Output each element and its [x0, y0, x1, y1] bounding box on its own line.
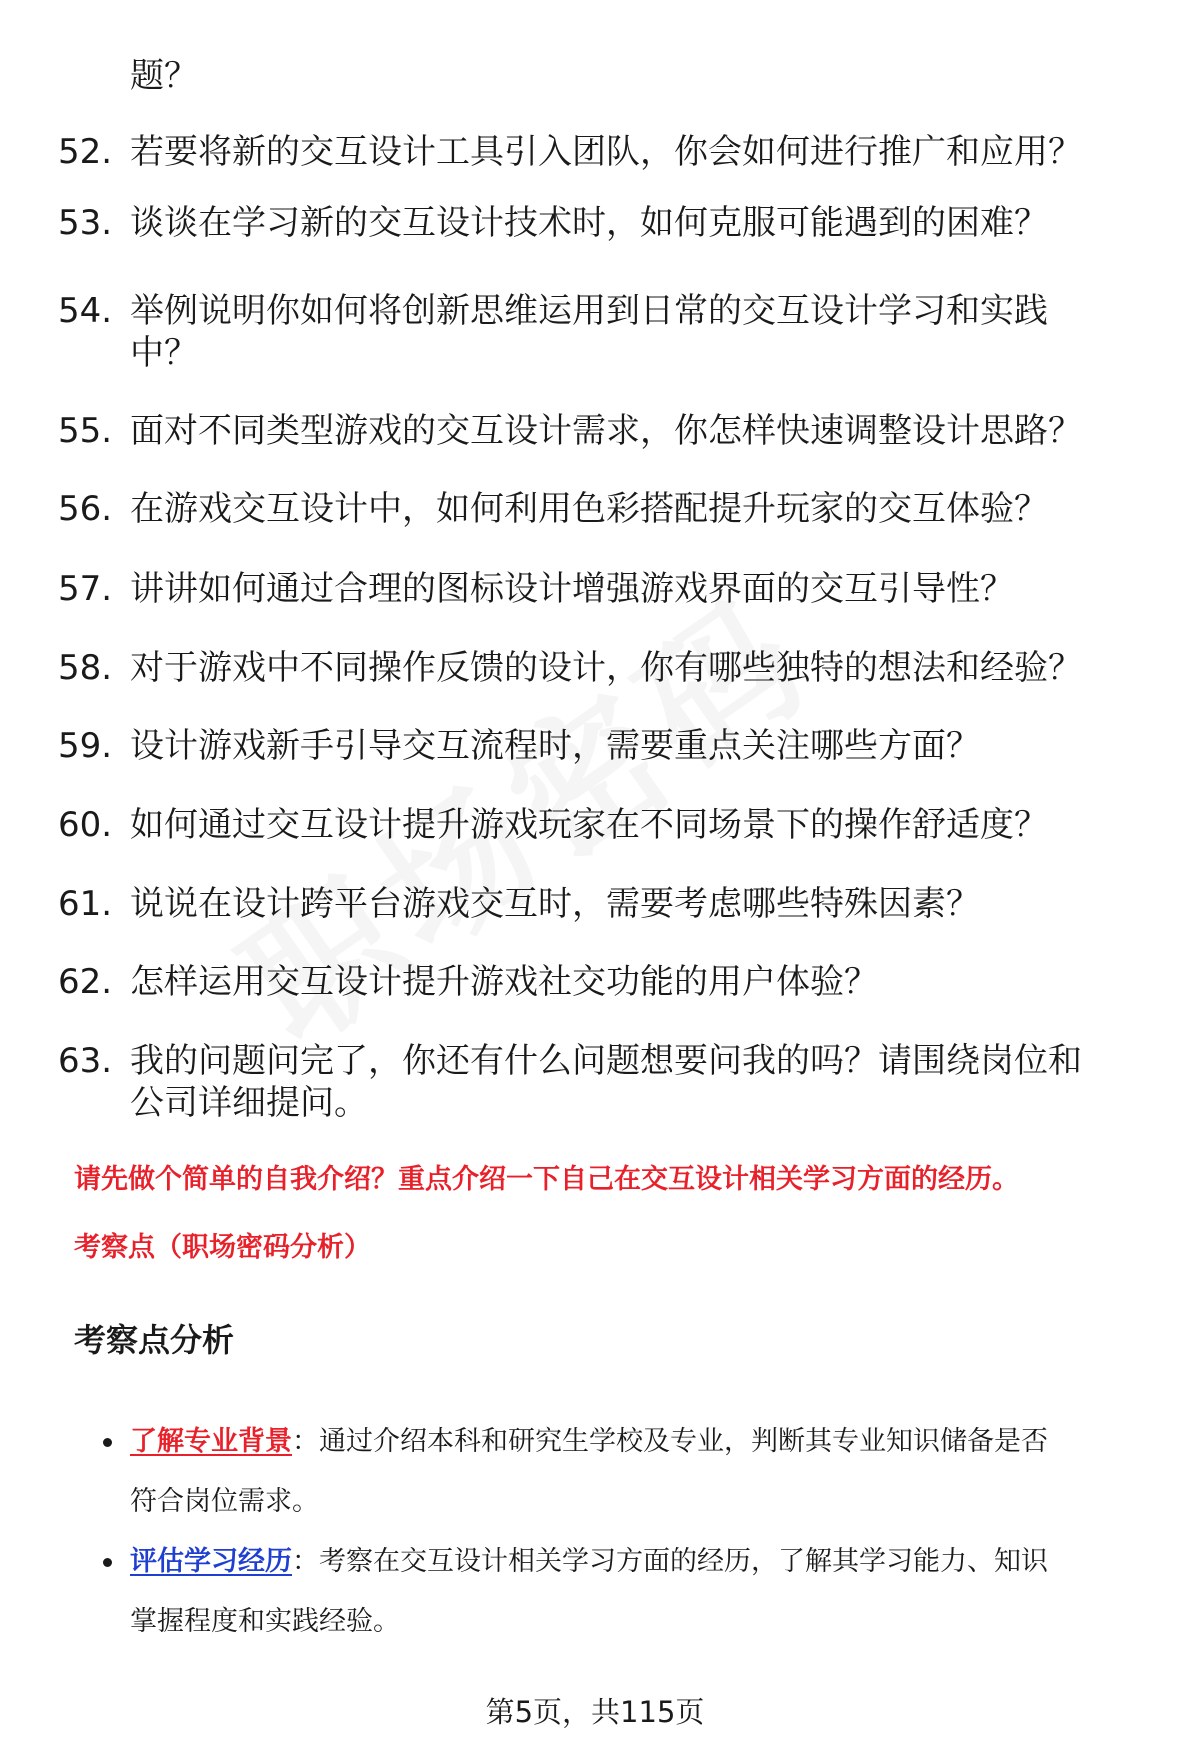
bullet-item [130, 1542, 1048, 1582]
bullet-dot-icon [103, 1558, 112, 1567]
question-number: 59. [58, 726, 113, 766]
bullet-item [130, 1422, 1048, 1462]
question-number: 60. [58, 805, 113, 845]
bullet-text: ：考察在交互设计相关学习方面的经历，了解其学习能力、知识 [292, 1546, 1048, 1577]
question-text: 我的问题问完了，你还有什么问题想要问我的吗？请围绕岗位和 [130, 1041, 1082, 1081]
question-text-continued: 公司详细提问。 [130, 1083, 368, 1123]
question-text: 说说在设计跨平台游戏交互时，需要考虑哪些特殊因素？ [130, 884, 980, 924]
question-number: 62. [58, 962, 113, 1002]
question-text: 讲讲如何通过合理的图标设计增强游戏界面的交互引导性？ [130, 569, 1014, 609]
bullet-text-continued: 掌握程度和实践经验。 [130, 1606, 400, 1637]
question-number: 57. [58, 569, 113, 609]
interview-question-heading: 请先做个简单的自我介绍？重点介绍一下自己在交互设计相关学习方面的经历。 [74, 1164, 1019, 1195]
question-number: 52. [58, 132, 113, 172]
question-text: 面对不同类型游戏的交互设计需求，你怎样快速调整设计思路？ [130, 411, 1082, 451]
question-text: 怎样运用交互设计提升游戏社交功能的用户体验？ [130, 962, 878, 1002]
question-text: 如何通过交互设计提升游戏玩家在不同场景下的操作舒适度？ [130, 805, 1048, 845]
question-text: 设计游戏新手引导交互流程时，需要重点关注哪些方面？ [130, 726, 980, 766]
question-number: 54. [58, 291, 113, 331]
bullet-dot-icon [103, 1438, 112, 1447]
bullet-keyword: 评估学习经历 [130, 1546, 292, 1577]
analysis-subheading: 考察点（职场密码分析） [74, 1232, 371, 1263]
question-text: 谈谈在学习新的交互设计技术时，如何克服可能遇到的困难？ [130, 203, 1048, 243]
question-text-continued: 中？ [130, 333, 198, 373]
section-title: 考察点分析 [74, 1321, 235, 1359]
question-number: 58. [58, 648, 113, 688]
bullet-text: ：通过介绍本科和研究生学校及专业，判断其专业知识储备是否 [292, 1426, 1048, 1457]
question-number: 63. [58, 1041, 113, 1081]
question-text: 若要将新的交互设计工具引入团队，你会如何进行推广和应用？ [130, 132, 1082, 172]
question-number: 53. [58, 203, 113, 243]
question-text: 对于游戏中不同操作反馈的设计，你有哪些独特的想法和经验？ [130, 648, 1082, 688]
question-number: 56. [58, 489, 113, 529]
question-number: 61. [58, 884, 113, 924]
bullet-text-continued: 符合岗位需求。 [130, 1486, 319, 1517]
question-continuation: 题？ [130, 56, 198, 96]
page-number: 第5页，共115页 [485, 1695, 705, 1729]
question-number: 55. [58, 411, 113, 451]
question-text: 举例说明你如何将创新思维运用到日常的交互设计学习和实践 [130, 291, 1048, 331]
question-text: 在游戏交互设计中，如何利用色彩搭配提升玩家的交互体验？ [130, 489, 1048, 529]
bullet-keyword: 了解专业背景 [130, 1426, 292, 1457]
